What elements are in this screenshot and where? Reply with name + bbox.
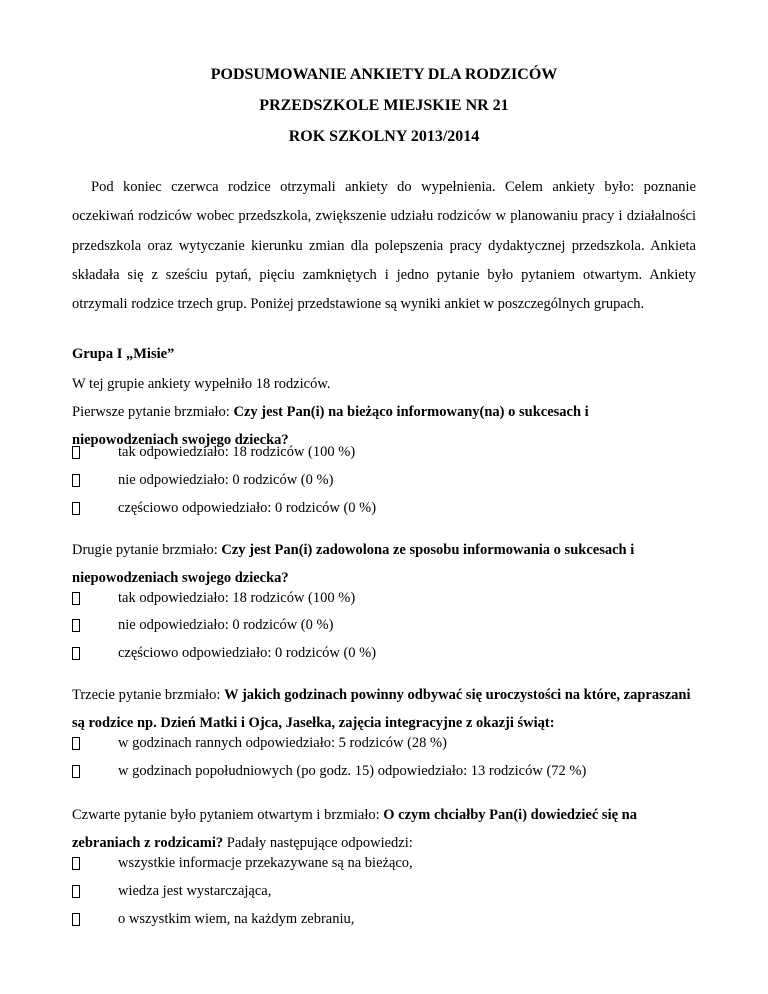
question-3-prefix: Trzecie pytanie brzmiało: bbox=[72, 687, 225, 703]
bullet-icon bbox=[72, 913, 80, 926]
bullet-icon bbox=[72, 446, 80, 459]
document-title: PODSUMOWANIE ANKIETY DLA RODZICÓW bbox=[210, 66, 558, 83]
bullet-icon bbox=[72, 592, 80, 605]
question-4-text: O czym chciałby Pan(i) dowiedzieć się na zebraniach z rodzicami? bbox=[72, 807, 637, 851]
question-3 bbox=[72, 681, 696, 737]
bullet-icon bbox=[72, 765, 80, 778]
question-1-prefix: Pierwsze pytanie brzmiało: bbox=[72, 404, 234, 420]
question-2-text: Czy jest Pan(i) zadowolona ze sposobu informowania o sukcesach i niepowodzeniach swojego dziecka? bbox=[72, 542, 635, 586]
question-4 bbox=[72, 801, 696, 857]
bullet-icon bbox=[72, 502, 80, 515]
question-4-suffix: Padały następujące odpowiedzi: bbox=[223, 835, 413, 851]
group-count: W tej grupie ankiety wypełniło 18 rodziców. bbox=[72, 376, 331, 392]
question-1-text: Czy jest Pan(i) na bieżąco informowany(na) o sukcesach i niepowodzeniach swojego dziecka? bbox=[72, 404, 589, 448]
bullet-icon bbox=[72, 737, 80, 750]
bullet-icon bbox=[72, 857, 80, 870]
bullet-icon bbox=[72, 619, 80, 632]
bullet-icon bbox=[72, 474, 80, 487]
bullet-icon bbox=[72, 647, 80, 660]
school-year: ROK SZKOLNY 2013/2014 bbox=[288, 128, 480, 145]
question-3-text: W jakich godzinach powinny odbywać się uroczystości na które, zapraszani są rodzice np. Dzień Matki i Ojca, Jasełka, zajęcia integracyjne z okazji świąt: bbox=[72, 687, 691, 731]
question-2 bbox=[72, 536, 696, 592]
group-title: Grupa I „Misie” bbox=[72, 346, 175, 362]
school-name: PRZEDSZKOLE MIEJSKIE NR 21 bbox=[259, 97, 509, 114]
question-2-prefix: Drugie pytanie brzmiało: bbox=[72, 542, 222, 558]
question-4-prefix: Czwarte pytanie było pytaniem otwartym i brzmiało: bbox=[72, 807, 384, 823]
bullet-icon bbox=[72, 885, 80, 898]
intro-paragraph: Pod koniec czerwca rodzice otrzymali ankiety do wypełnienia. Celem ankiety było: poznanie oczekiwań rodziców wobec przedszkola, zwiększenie udziału rodziców w planowaniu pracy i działalności przedszkola oraz wytyczanie kierunku zmian dla polepszenia pracy dydaktycznej przedszkola. Ankieta składała się z sześciu pytań, pięciu zamkniętych i jedno pytanie było pytaniem otwartym. Ankiety otrzymali rodzice trzech grup. Poniżej przedstawione są wyniki ankiet w poszczególnych grupach. bbox=[72, 179, 696, 313]
